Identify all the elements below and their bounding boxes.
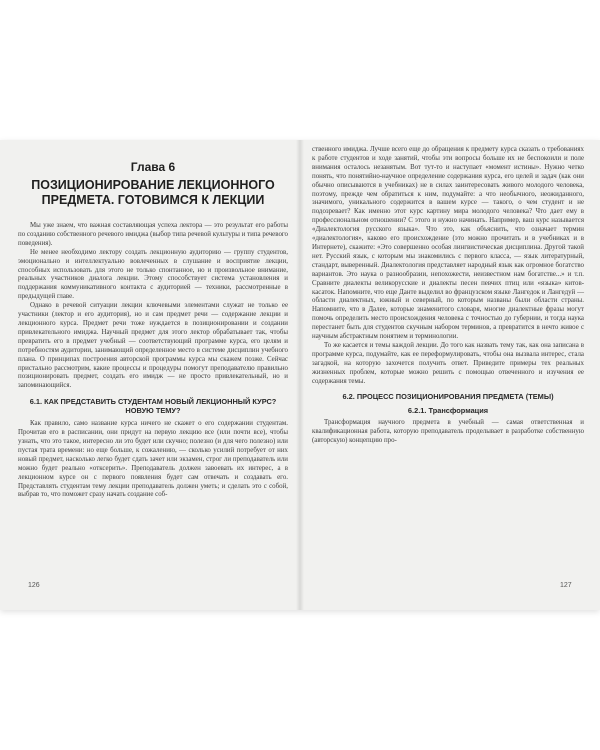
paragraph: ственного имиджа. Лучше всего еще до обращения к предмету курса сказать о требованиях к работе студентов и ходе занятий, чтобы эти вопросы больше их не беспокоили и поле внимания осталось незанятым. Вот тут-то и наступает «момент истины». Нужно четко понять, что понятийно-научное определение содержания курса, его целей и задач (как они обычно описываются в учебниках) не в силах заинтересовать живого молодого человека, поэтому, прежде чем обратиться к ним, подумайте: а что необычного, неожиданного, значимого, уникального содержится в вашем курсе — такого, о чем студент и не подозревает? Как именно этот курс картину мира молодого человека? Что дает ему в профессиональном отношении? С этого и нужно начинать. Например, ваш курс называется «Диалектология русского языка». Что это, как объяснить, что означает термин «диалектология», каково его происхождение (это можно прочитать и в учебниках и в Интернете), скажите: «Это совершенно особая лингвистическая дисциплина. Другой такой нет. Русский язык, с которым мы знакомились с первого класса, — язык литературный, стандарт, выверенный. Диалектология представляет народный язык как огромное богатство вариантов. Это наука о разнообразии, непохожести, неизвестном нам богатстве...» и т.п. Сравните диалекты великорусские и диалекты песен певчих птиц или «языка» китов-касаток. Напомните, что еще Данте выделил во французском языке Лангедок и Лангедуй — области диалектных, южный и северный, по которым названы были области страны. Напомните, что в Далее, которые знаменитого словаря, многие диалектные фразы могут помочь определить место происхождения человека с точностью до губернии, и тогда наука перестанет быть для студентов скучным набором терминов, а превратится в нечто живое с научным абстрактным понятием и терминологии. <box>312 146 584 341</box>
page-number-left: 126 <box>28 582 40 589</box>
section-heading: 6.1. КАК ПРЕДСТАВИТЬ СТУДЕНТАМ НОВЫЙ ЛЕКЦИОННЫЙ КУРС? НОВУЮ ТЕМУ? <box>29 397 277 416</box>
right-page <box>312 146 584 446</box>
left-page <box>18 146 288 500</box>
book-gutter <box>296 140 304 610</box>
chapter-number: Глава 6 <box>130 160 176 174</box>
paragraph: То же касается и темы каждой лекции. До того как назвать тему так, как она записана в программе курса, подумайте, как ее переформулировать, чтобы она вызвала интерес, стала загадкой, на которую захочется получить ответ. Приведите примеры тех реальных жизненных проблем, которые можно решить с помощью отвеченного и изучения ее содержания темы. <box>312 341 584 385</box>
paragraph: Не менее необходимо лектору создать лекционную аудиторию — группу студентов, эмоционально и интеллектуально вовлеченных в слушание и восприятие лекции, способных использовать для этого не только спонтанное, но и произвольное внимание, реальных участников диалога лекции. Этому способствует система установления и поддержания коммуникативного контакта с аудиторией — техники, рассмотренные в предыдущей главе. <box>18 248 288 301</box>
chapter-title: ПОЗИЦИОНИРОВАНИЕ ЛЕКЦИОННОГО ПРЕДМЕТА. ГОТОВИМСЯ К ЛЕКЦИИ <box>31 178 275 207</box>
paragraph: Как правило, само название курса ничего не скажет о его содержании студентам. Прочитав его в расписании, они придут на первую лекцию все (или почти все), чтобы узнать, что это такое, интересно ли это будет или скучно; полезно (и для чего полезно) или пустая трата времени: но еще больше, к сожалению, — сколько усилий потребует от них новый предмет, насколько легко будет сдать зачет или экзамен, строг ли преподаватель или можно будет реально «отксерить». Преподаватель должен завоевать их интерес, а в лекционном курсе он с первого появления будет сам отвечать и создавать его. Представлять студентам тему лекции преподаватель должен уметь; и сделать это с собой, выбрав то, что поможет сразу начать создание соб- <box>18 420 288 499</box>
subsection-heading: 6.2.1. Трансформация <box>407 406 489 416</box>
page-number-right: 127 <box>560 582 572 589</box>
paragraph: Трансформация научного предмета в учебный — самая ответственная и квалификационная работа, которую преподаватель проделывает в разработке собственную (авторскую) концепцию про- <box>312 419 584 445</box>
paragraph: Мы уже знаем, что важная составляющая успеха лектора — это результат его работы по созданию собственного речевого имиджа (выбор типа речевой культуры и типа речевого поведения). <box>18 222 288 247</box>
paragraph: Однако в речевой ситуации лекции ключевыми элементами служат не только ее участники (лектор и его аудитория), но и сам предмет речи — содержание лекции и лекционного курса. Предмет речи тоже нуждается в позиционировании и создании привлекательного имиджа. Научный предмет для этого лектор обрабатывает так, чтобы превратить его в предмет учебный — соответствующий программе курса, его целям и потребностям аудитории, занимающий определенное место в системе дисциплин учебного плана. О принципах построения авторской программы курса мы скажем позже. Сейчас пристально рассмотрим, какие процессы и процедуры помогут преподавателю правильно позиционировать предмет, создать его имидж — не просто привлекательный, но и запоминающийся. <box>18 302 288 390</box>
section-heading: 6.2. ПРОЦЕСС ПОЗИЦИОНИРОВАНИЯ ПРЕДМЕТА (ТЕМЫ) <box>342 392 554 402</box>
